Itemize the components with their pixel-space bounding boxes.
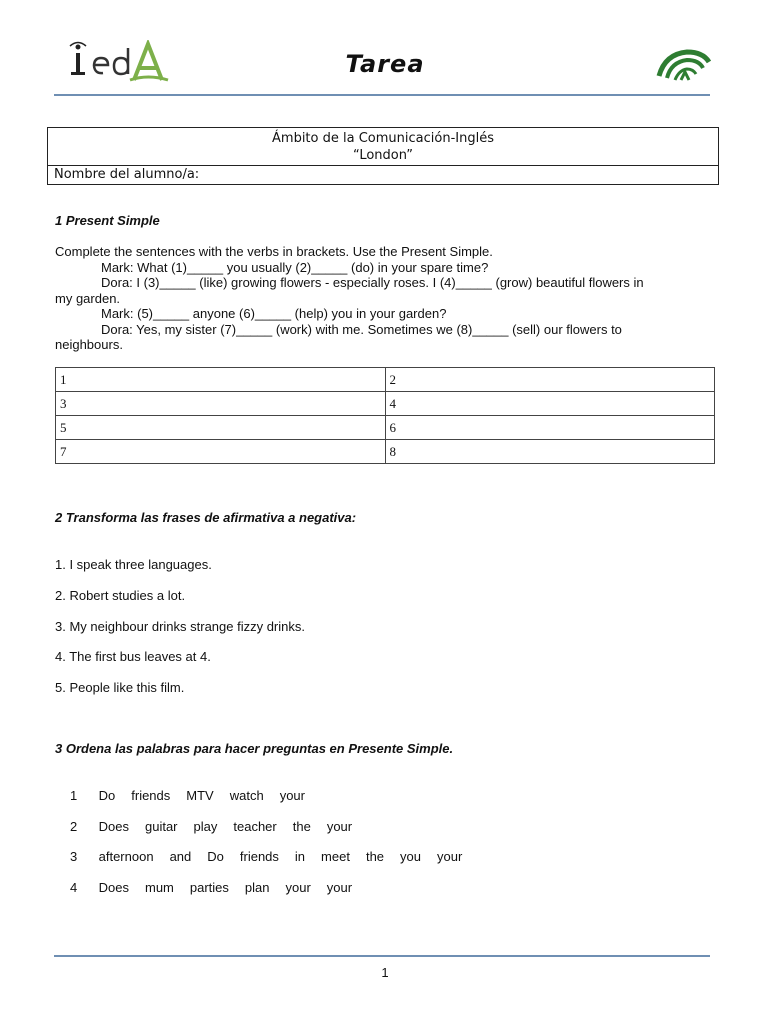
dialogue-line: Mark: What (1)_____ you usually (2)_____ (do) in your spare time?	[101, 259, 489, 275]
table-row	[56, 392, 715, 416]
list-item: 3 afternoon and Do friends in meet the you your	[70, 849, 463, 864]
answer-cell[interactable]: 8	[385, 440, 715, 464]
word-token: parties	[189, 880, 229, 895]
dialogue-line-cont: my garden.	[55, 290, 121, 306]
word-token: guitar	[144, 819, 178, 834]
answer-cell[interactable]: 3	[56, 392, 386, 416]
word-token: you	[400, 849, 421, 864]
word-token: your	[326, 819, 353, 834]
word-token: mum	[144, 880, 174, 895]
word-token: Does	[98, 819, 129, 834]
section1-heading: 1 Present Simple	[55, 213, 160, 228]
answer-cell[interactable]: 4	[385, 392, 715, 416]
word-token: friends	[239, 849, 279, 864]
list-item: 1 Do friends MTV watch your	[70, 788, 305, 803]
word-token: play	[193, 819, 218, 834]
list-item: 3. My neighbour drinks strange fizzy drinks.	[55, 619, 305, 634]
word-token: meet	[321, 849, 350, 864]
word-token: Do	[207, 849, 224, 864]
word-token: afternoon	[98, 849, 154, 864]
table-row	[56, 440, 715, 464]
answer-cell[interactable]: 5	[56, 416, 386, 440]
word-token: the	[292, 819, 311, 834]
answer-cell[interactable]: 1	[56, 368, 386, 392]
footer-divider	[54, 955, 710, 957]
section3-heading: 3 Ordena las palabras para hacer preguntas en Presente Simple.	[55, 741, 454, 756]
section1-instructions: Complete the sentences with the verbs in brackets. Use the Present Simple.	[55, 244, 493, 259]
word-token: watch	[229, 788, 264, 803]
junta-andalucia-logo	[655, 48, 711, 82]
header-divider	[54, 94, 710, 96]
table-row	[56, 368, 715, 392]
dialogue-line-cont: neighbours.	[55, 337, 123, 352]
word-token: the	[365, 849, 385, 864]
list-item: 4. The first bus leaves at 4.	[55, 649, 211, 664]
word-token: your	[326, 880, 353, 895]
list-item: 2. Robert studies a lot.	[55, 588, 186, 603]
word-token: MTV	[186, 788, 214, 803]
dialogue-line: Dora: I (3)_____ (like) growing flowers - especially roses. I (4)_____ (grow) beautiful flowers in	[101, 275, 644, 290]
word-token: your	[279, 788, 305, 803]
answer-cell[interactable]: 7	[56, 440, 386, 464]
word-token: teacher	[233, 819, 277, 834]
word-token: friends	[131, 788, 171, 803]
list-item: 4 Does mum parties plan your your	[70, 880, 353, 895]
table-row	[56, 416, 715, 440]
list-item: 1. I speak three languages.	[55, 557, 212, 572]
word-token: Does	[98, 880, 129, 895]
page-number: 1	[381, 965, 389, 980]
answer-cell[interactable]: 6	[385, 416, 715, 440]
subject-title: Ámbito de la Comunicación-Inglés	[272, 131, 494, 146]
word-token: plan	[244, 880, 270, 895]
dialogue-line: Mark: (5)_____ anyone (6)_____ (help) you in your garden?	[101, 306, 447, 321]
list-item: 5. People like this film.	[55, 680, 185, 695]
page-title: Tarea	[345, 50, 425, 78]
dialogue-line: Dora: Yes, my sister (7)_____ (work) with me. Sometimes we (8)_____ (sell) our flowers to	[101, 321, 622, 337]
section1-exercise	[55, 244, 720, 353]
word-token: your	[285, 880, 311, 895]
list-item: 2 Does guitar play teacher the your	[70, 819, 353, 834]
topic-title: “London”	[352, 148, 413, 163]
subject-header	[48, 128, 718, 166]
student-name-field[interactable]: Nombre del alumno/a:	[54, 167, 200, 182]
answer-cell[interactable]: 2	[385, 368, 715, 392]
word-token: Do	[98, 788, 116, 803]
section2-heading: 2 Transforma las frases de afirmativa a negativa:	[55, 510, 357, 525]
word-token: in	[294, 849, 306, 864]
answers-table	[55, 367, 715, 464]
student-info-box	[47, 127, 719, 185]
word-token: and	[169, 849, 192, 864]
word-token: your	[437, 849, 463, 864]
